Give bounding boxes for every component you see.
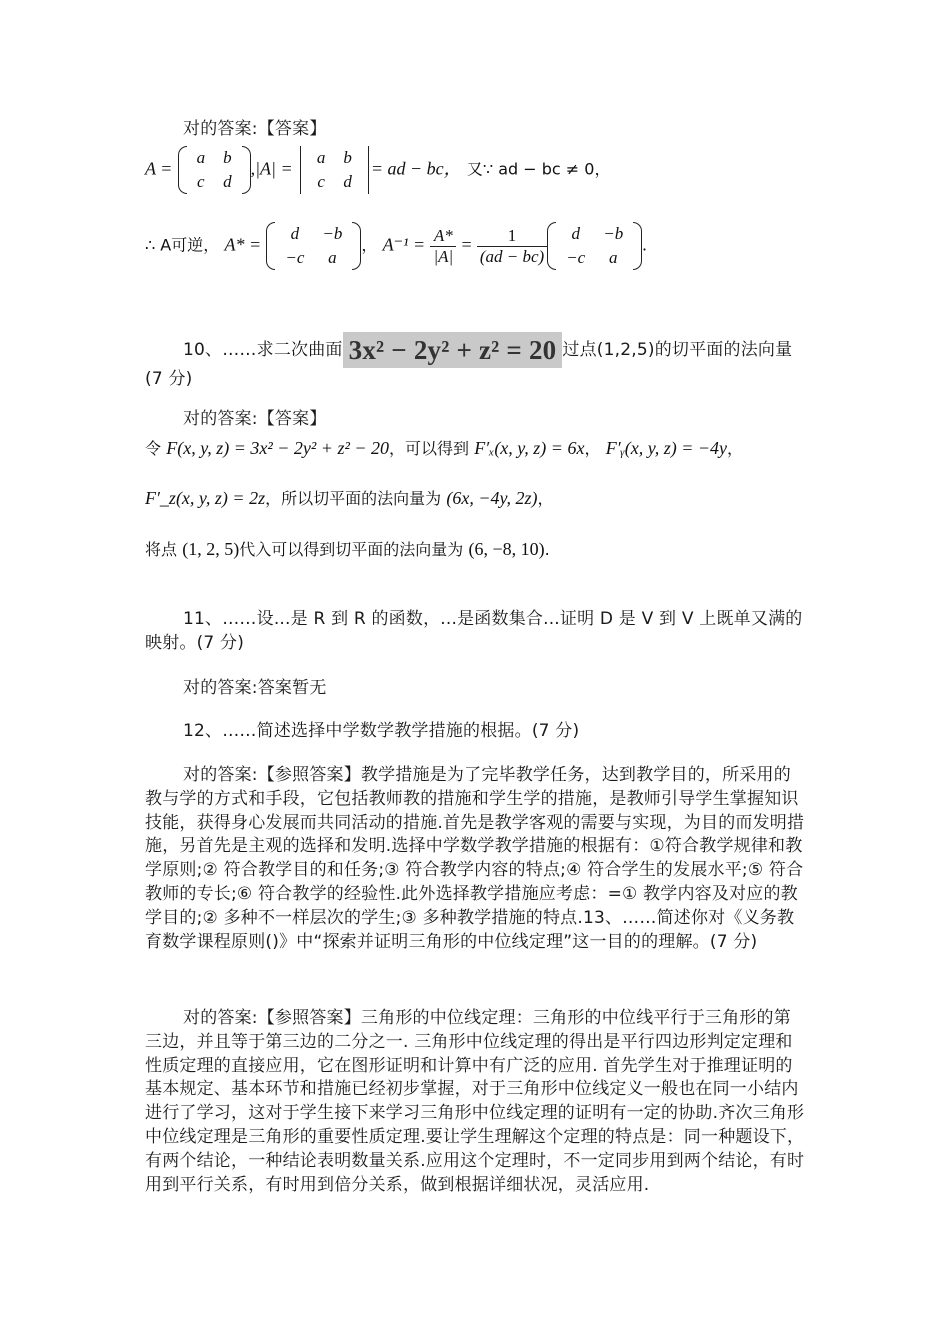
matrix-A-adjugate: d −b −c a bbox=[266, 222, 361, 270]
matrix-A: a b c d bbox=[178, 146, 251, 194]
matrix-A-adjugate-2: d −b −c a bbox=[547, 222, 642, 270]
q10-answer-line1: 令 F(x, y, z) = 3x² − 2y² + z² − 20，可以得到 F′ₓ(x, y, z) = 6x， F′ᵧ(x, y, z) = −4y， bbox=[145, 438, 744, 458]
q12-question: 12、……简述选择中学数学教学措施的根据。(7 分) bbox=[183, 721, 580, 741]
q12-answer: 对的答案:【参照答案】教学措施是为了完毕教学任务，达到教学目的，所采用的教与学的方式和手段，它包括教师教的措施和学生学的措施，是教师引导学生掌握知识技能，获得身心发展而共同活动的措施.首先是教学客观的需要与实现，为目的而发明措施，另首先是主观的选择和发明.选择中学数学教学措施的根据有：①符合教学规律和教学原则;② 符合教学目的和任务;③ 符合教学内容的特点;④ 符合学生的发展水平;⑤ 符合教师的专长;⑥ 符合教学的经验性.此外选择教学措施应考虑：=① 教学内容及对应的教学目的;② 多种不一样层次的学生;③ 多种教学措施的特点.13、……简述你对《义务教育数学课程原则()》中“探索并证明三角形的中位线定理”这一目的的理解。(7 分) bbox=[145, 765, 805, 952]
q11-answer: 对的答案:答案暂无 bbox=[183, 678, 327, 698]
q10-answer-label: 对的答案:【答案】 bbox=[183, 409, 327, 429]
fraction-one-over-det: $\frac{1}{(ad - bc)}$ bbox=[477, 226, 547, 267]
q10-answer-line2: F′_z(x, y, z) = 2z，所以切平面的法向量为 (6x, −4y, 2z)， bbox=[145, 488, 554, 508]
q10-question: 10、……求二次曲面 3x² − 2y² + z² = 20 过点(1,2,5)的切平面的法向量 (7 分) bbox=[145, 332, 805, 392]
fraction-adj-over-det: $\frac{A*}{|A|}$ bbox=[430, 226, 456, 267]
q10-formula-image: 3x² − 2y² + z² = 20 bbox=[343, 332, 563, 368]
q10-answer-line3: 将点 (1, 2, 5)代入可以得到切平面的法向量为 (6, −8, 10). bbox=[145, 539, 550, 559]
q9-inverse-formula-line1: A = a b c d ,|A| = a b c d = ad − bc， 又∵ ad − bc ≠ 0， bbox=[145, 146, 610, 194]
q13-answer: 对的答案:【参照答案】三角形的中位线定理：三角形的中位线平行于三角形的第三边，并且等于第三边的二分之一. 三角形中位线定理的得出是平行四边形判定定理和性质定理的直接应用，它在图形证明和计算中有广泛的应用. 首先学生对于推理证明的基本规定、基本环节和措施已经初步掌握，对于三角形中位线定义一般也在同一小结内进行了学习，这对于学生接下来学习三角形中位线定理的证明有一定的协助.齐次三角形中位线定理是三角形的重要性质定理.要让学生理解这个定理的特点是：同一种题设下，有两个结论，一种结论表明数量关系.应用这个定理时，不一定同步用到两个结论，有时用到平行关系，有时用到倍分关系，做到根据详细状况，灵活应用. bbox=[145, 1008, 805, 1195]
q9-answer-label: 对的答案:【答案】 bbox=[183, 119, 327, 139]
determinant-A: a b c d bbox=[298, 146, 371, 194]
q11-question: 11、……设...是 R 到 R 的函数，...是函数集合...证明 D 是 V 到 V 上既单又满的映射。(7 分) bbox=[145, 609, 803, 653]
q9-inverse-formula-line2: ∴ A可逆， A* = d −b −c a ， A⁻¹ = $\frac{A*}{|A|}$ = $\frac{1}{(ad - bc)}$ d −b −c a . bbox=[145, 222, 647, 270]
